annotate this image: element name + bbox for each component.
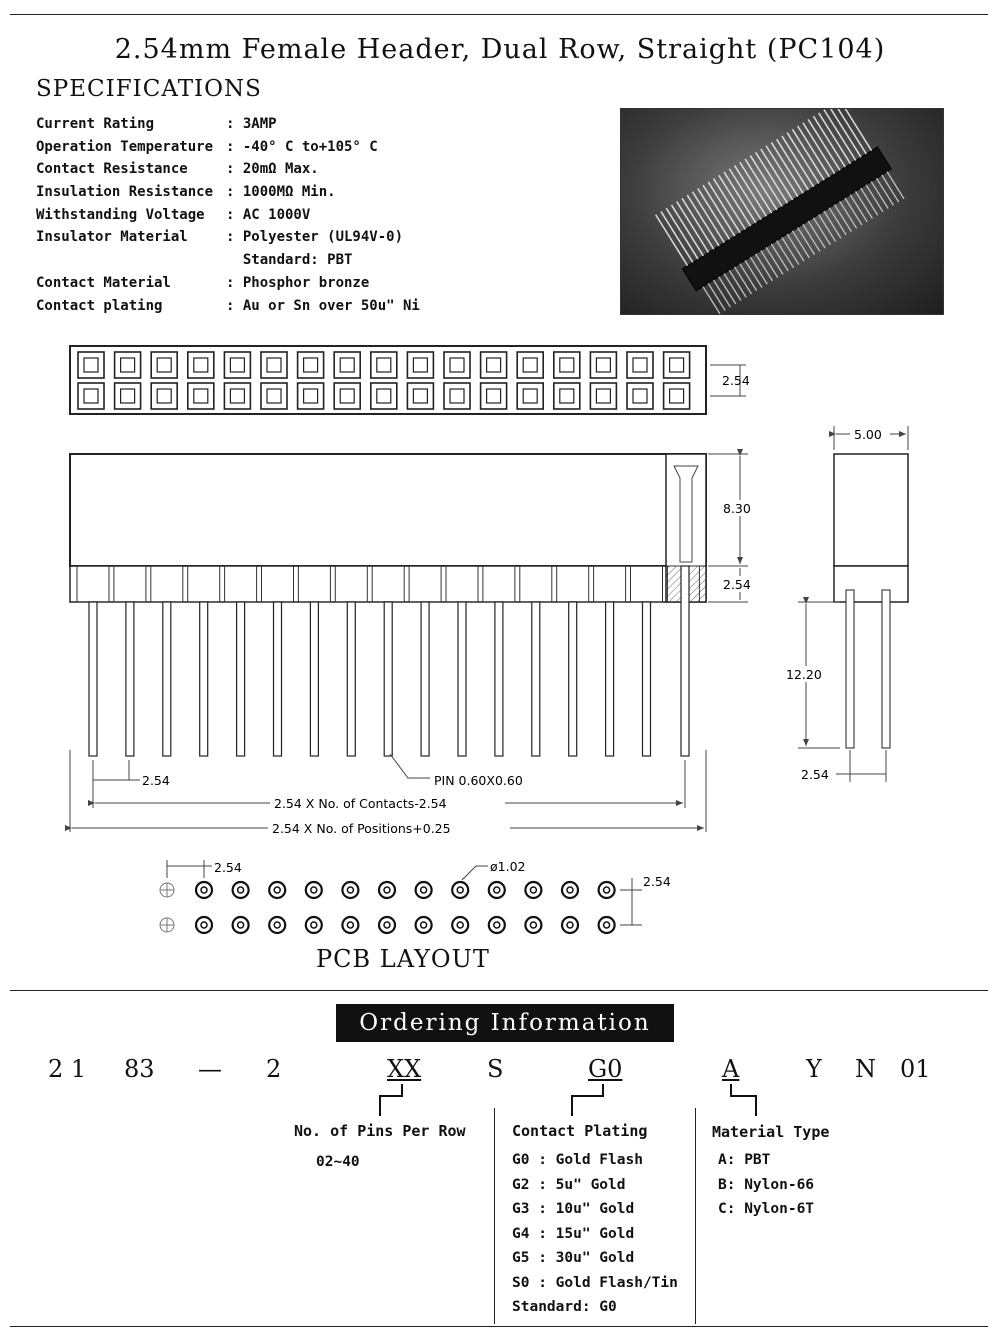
- socket: [115, 352, 141, 378]
- spec-row: Standard: PBT: [226, 252, 353, 269]
- pcb-hole: [306, 917, 322, 933]
- pcb-hole-label: ø1.02: [490, 859, 526, 874]
- side-view-body: [834, 454, 908, 566]
- pcb-hole: [599, 917, 615, 933]
- photo-pin: [861, 188, 878, 215]
- front-pin: [643, 602, 651, 756]
- pcb-layout-label: PCB LAYOUT: [316, 945, 490, 973]
- photo-pin: [724, 273, 741, 300]
- photo-pin: [761, 250, 778, 277]
- socket: [590, 383, 616, 409]
- socket: [554, 383, 580, 409]
- front-pin: [126, 602, 134, 756]
- material-option: A: PBT: [718, 1152, 771, 1168]
- front-pin: [458, 602, 466, 756]
- front-view-base: [70, 566, 706, 602]
- front-horizontal-dimensions: [70, 750, 706, 836]
- spec-row: Insulator Material : Polyester (UL94V-0): [36, 229, 404, 246]
- socket: [115, 383, 141, 409]
- socket: [407, 352, 433, 378]
- photo-pin: [855, 191, 872, 218]
- pcb-hole: [452, 917, 468, 933]
- socket: [664, 383, 690, 409]
- base-height-label: 2.54: [723, 577, 751, 592]
- front-pin: [384, 602, 392, 756]
- socket: [334, 352, 360, 378]
- pcb-hole: [196, 917, 212, 933]
- plating-option: S0 : Gold Flash/Tin: [512, 1274, 678, 1291]
- code-prefix: 2 1: [48, 1055, 87, 1083]
- socket: [224, 383, 250, 409]
- socket: [627, 352, 653, 378]
- pcb-hole: [379, 882, 395, 898]
- front-pin: [274, 602, 282, 756]
- engineering-drawing: [0, 330, 1000, 980]
- socket: [261, 352, 287, 378]
- plating-heading: Contact Plating: [512, 1122, 648, 1140]
- specifications-list: [36, 113, 420, 317]
- pcb-hole: [489, 882, 505, 898]
- pcb-hole: [416, 882, 432, 898]
- photo-pin: [850, 195, 867, 222]
- side-pin-right: [882, 590, 890, 748]
- spec-row: Insulation Resistance : 1000MΩ Min.: [36, 184, 336, 201]
- top-pitch-dimension: [710, 365, 750, 396]
- code-n: N: [855, 1055, 876, 1083]
- code-type: S: [487, 1055, 504, 1083]
- spec-row: Operation Temperature : -40° C to+105° C: [36, 138, 378, 155]
- ordering-heading: Ordering Information: [336, 1004, 674, 1042]
- socket: [517, 352, 543, 378]
- pcb-hole: [233, 917, 249, 933]
- pcb-hole: [525, 882, 541, 898]
- photo-pin: [840, 201, 857, 228]
- socket: [78, 352, 104, 378]
- front-pin: [200, 602, 208, 756]
- photo-pin: [876, 178, 893, 205]
- photo-pin: [782, 237, 799, 264]
- top-rule: [10, 14, 988, 15]
- pins-heading: No. of Pins Per Row: [294, 1122, 466, 1140]
- photo-pin: [819, 214, 836, 241]
- socket: [517, 383, 543, 409]
- material-option: C: Nylon-6T: [718, 1201, 815, 1217]
- code-suffix: 01: [900, 1055, 931, 1083]
- socket: [444, 352, 470, 378]
- side-width-label: 5.00: [854, 427, 882, 442]
- pcb-pitch-x-label: 2.54: [214, 860, 242, 875]
- photo-pin: [771, 244, 788, 271]
- socket: [627, 383, 653, 409]
- photo-pin: [787, 234, 804, 261]
- photo-pin: [703, 287, 720, 314]
- photo-pin: [750, 257, 767, 284]
- front-pin: [495, 602, 503, 756]
- pcb-hole: [342, 917, 358, 933]
- front-pin: [89, 602, 97, 756]
- code-rows: 2: [266, 1055, 282, 1083]
- front-pin: [163, 602, 171, 756]
- pcb-hole: [379, 917, 395, 933]
- pcb-hole: [233, 882, 249, 898]
- specifications-heading: SPECIFICATIONS: [36, 76, 262, 102]
- section-divider: [10, 990, 988, 991]
- socket: [444, 383, 470, 409]
- body-height-label: 8.30: [723, 501, 751, 516]
- pcb-layout-holes: [160, 882, 615, 933]
- photo-pin: [713, 280, 730, 307]
- height-dimensions: [708, 454, 760, 602]
- socket: [334, 383, 360, 409]
- pcb-hole: [342, 882, 358, 898]
- plating-standard: Standard: G0: [512, 1299, 617, 1315]
- photo-pin: [829, 208, 846, 235]
- material-option: B: Nylon-66: [718, 1176, 815, 1193]
- plating-option: G3 : 10u" Gold: [512, 1201, 635, 1217]
- pcb-hole: [525, 917, 541, 933]
- photo-pin: [719, 277, 736, 304]
- bottom-rule: [10, 1326, 988, 1327]
- socket: [224, 352, 250, 378]
- spec-row: Contact plating : Au or Sn over 50u" Ni: [36, 297, 420, 314]
- code-plating: G0: [588, 1055, 623, 1083]
- material-options: [718, 1148, 814, 1222]
- spec-row: Withstanding Voltage : AC 1000V: [36, 206, 311, 223]
- photo-pin: [792, 231, 809, 258]
- front-pin: [569, 602, 577, 756]
- photo-pin: [882, 175, 899, 202]
- plating-option: G0 : Gold Flash: [512, 1152, 643, 1168]
- pins-range: 02~40: [316, 1154, 360, 1170]
- plating-option: G4 : 15u" Gold: [512, 1225, 635, 1242]
- photo-pin: [803, 224, 820, 251]
- code-pins: XX: [387, 1055, 422, 1083]
- front-pin: [347, 602, 355, 756]
- socket: [481, 383, 507, 409]
- spec-row: Current Rating : 3AMP: [36, 116, 277, 132]
- socket: [188, 383, 214, 409]
- photo-pin: [756, 254, 773, 281]
- photo-pin: [808, 221, 825, 248]
- spec-row: Contact Resistance : 20mΩ Max.: [36, 161, 319, 178]
- code-leaders: [0, 1080, 1000, 1120]
- pcb-hole: [269, 917, 285, 933]
- socket: [554, 352, 580, 378]
- pcb-hole: [452, 882, 468, 898]
- pin-pitch-label: 2.54: [142, 773, 170, 788]
- photo-pin: [798, 227, 815, 254]
- socket: [188, 352, 214, 378]
- front-view-body: [70, 454, 706, 566]
- plating-option: G2 : 5u" Gold: [512, 1176, 626, 1193]
- pin-length-label: 12.20: [786, 667, 822, 682]
- pcb-pitch-y-label: 2.54: [643, 874, 671, 889]
- socket: [590, 352, 616, 378]
- plating-option: G5 : 30u" Gold: [512, 1250, 635, 1266]
- pin-size-label: PIN 0.60X0.60: [434, 773, 523, 788]
- pcb-hole: [562, 917, 578, 933]
- code-dash: —: [198, 1055, 222, 1083]
- code-y: Y: [806, 1055, 822, 1083]
- front-pin: [681, 566, 689, 756]
- socket: [371, 352, 397, 378]
- code-series: 83: [124, 1055, 155, 1083]
- photo-pin: [871, 181, 888, 208]
- socket: [298, 352, 324, 378]
- pcb-hole: [562, 882, 578, 898]
- front-pin: [532, 602, 540, 756]
- socket: [298, 383, 324, 409]
- socket: [371, 383, 397, 409]
- front-pin: [237, 602, 245, 756]
- photo-pin: [866, 185, 883, 212]
- document-title: 2.54mm Female Header, Dual Row, Straight (PC104): [114, 34, 886, 65]
- photo-pin: [845, 198, 862, 225]
- photo-pin: [834, 204, 851, 231]
- socket: [664, 352, 690, 378]
- contacts-dimension-label: 2.54 X No. of Contacts-2.54: [274, 796, 447, 811]
- socket: [78, 383, 104, 409]
- side-pin-left: [846, 590, 854, 748]
- code-material: A: [722, 1055, 740, 1083]
- spec-row: Contact Material : Phosphor bronze: [36, 274, 370, 291]
- front-pin: [606, 602, 614, 756]
- photo-pin: [708, 283, 725, 310]
- photo-pin: [740, 264, 757, 291]
- material-heading: Material Type: [712, 1123, 830, 1141]
- side-pitch-label: 2.54: [801, 767, 829, 782]
- pcb-hole: [599, 882, 615, 898]
- photo-pin: [777, 241, 794, 268]
- photo-pin: [813, 218, 830, 245]
- socket: [151, 383, 177, 409]
- column-divider-1: [494, 1108, 495, 1324]
- side-view-base: [834, 566, 908, 602]
- photo-pin: [745, 260, 762, 287]
- photo-pin: [729, 270, 746, 297]
- pcb-hole: [269, 882, 285, 898]
- socket: [151, 352, 177, 378]
- pcb-hole: [306, 882, 322, 898]
- photo-pin: [766, 247, 783, 274]
- pcb-hole: [196, 882, 212, 898]
- pcb-hole: [489, 917, 505, 933]
- plating-options: [512, 1148, 678, 1320]
- top-pitch-label: 2.54: [722, 373, 750, 388]
- socket: [407, 383, 433, 409]
- product-photo: [620, 108, 944, 315]
- socket: [261, 383, 287, 409]
- pcb-hole: [416, 917, 432, 933]
- front-pin: [310, 602, 318, 756]
- column-divider-2: [695, 1108, 696, 1324]
- connector-illustration: [621, 109, 943, 314]
- socket: [481, 352, 507, 378]
- positions-dimension-label: 2.54 X No. of Positions+0.25: [272, 821, 451, 836]
- photo-pin: [824, 211, 841, 238]
- photo-pin: [887, 172, 904, 199]
- photo-pin: [735, 267, 752, 294]
- front-pin: [421, 602, 429, 756]
